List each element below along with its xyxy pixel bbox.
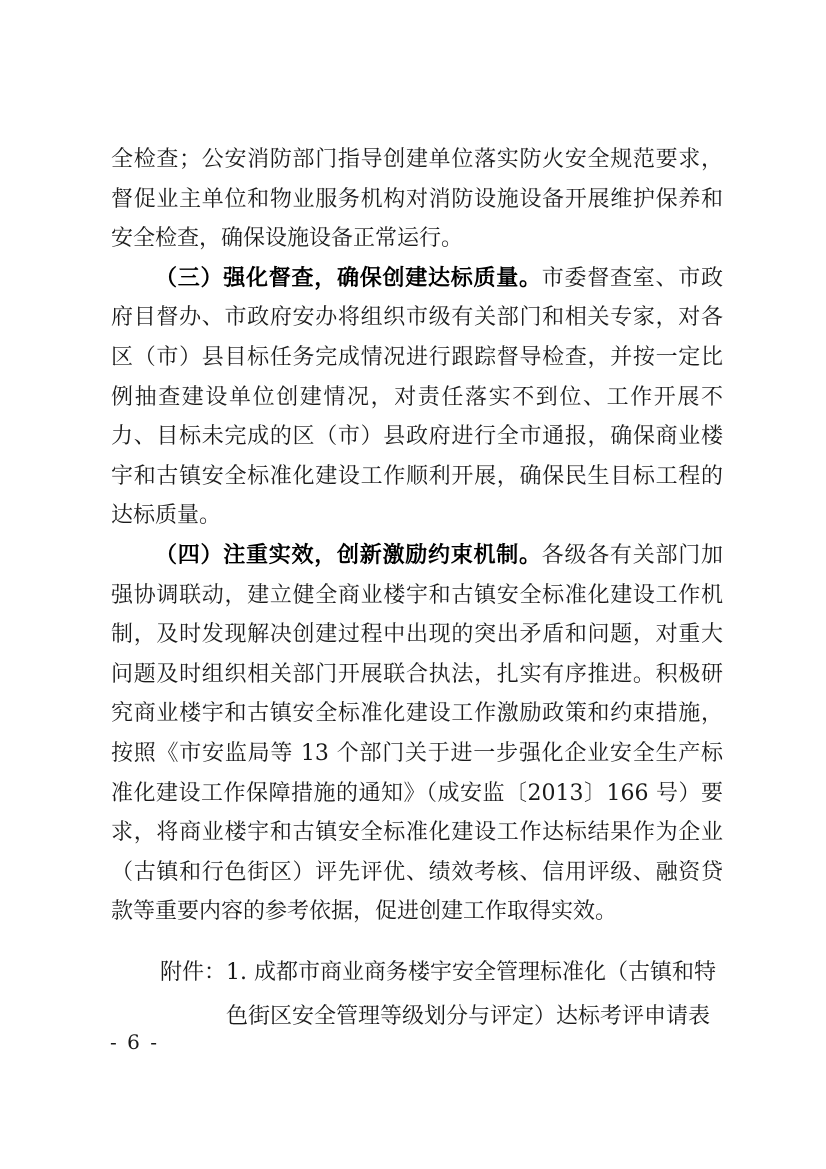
paragraph-2-text: 市委督查室、市政府目督办、市政府安办将组织市级有关部门和相关专家，对各区（市）县目标任务完成情况进行跟踪督导检查，并按一定比例抽查建设单位创建情况，对责任落实不到位、工作开展不力、目标未完成的区（市）县政府进行全市通报，确保商业楼宇和古镇安全标准化建设工作顺利开展，确保民生目标工程的达标质量。	[111, 265, 723, 529]
attachment-row-continuation	[160, 995, 730, 1039]
page-number: - 6 -	[110, 1030, 159, 1054]
attachment-row	[160, 951, 730, 995]
section-3-heading: （三）强化督查，确保创建达标质量。	[155, 264, 542, 291]
section-4-heading: （四）注重实效，创新激励约束机制。	[155, 541, 542, 568]
paragraph-1	[111, 140, 723, 259]
body-text	[111, 140, 723, 932]
attachment-label: 附件：	[160, 960, 227, 985]
attachment-item-1-line1: 1. 成都市商业商务楼宇安全管理标准化（古镇和特	[226, 960, 717, 985]
attachment-item-1-line2: 色街区安全管理等级划分与评定）达标考评申请表	[226, 1004, 711, 1029]
paragraph-3-text: 各级各有关部门加强协调联动，建立健全商业楼宇和古镇安全标准化建设工作机制，及时发现解决创建过程中出现的突出矛盾和问题，对重大问题及时组织相关部门开展联合执法，扎实有序推进。积极研究商业楼宇和古镇安全标准化建设工作激励政策和约束措施，按照《市安监局等 13 个部门关于进一步强化企业安全生产标准化建设工作保障措施的通知》（成安监〔2013〕166 号）要求，将商业楼宇和古镇安全标准化建设工作达标结果作为企业（古镇和行色街区）评先评优、绩效考核、信用评级、融资贷款等重要内容的参考依据，促进创建工作取得实效。	[111, 542, 723, 925]
paragraph-2	[111, 259, 723, 536]
paragraph-1-text: 全检查；公安消防部门指导创建单位落实防火安全规范要求，督促业主单位和物业服务机构对消防设施设备开展维护保养和安全检查，确保设施设备正常运行。	[111, 147, 723, 252]
paragraph-3	[111, 536, 723, 932]
attachment-list	[160, 951, 730, 1039]
